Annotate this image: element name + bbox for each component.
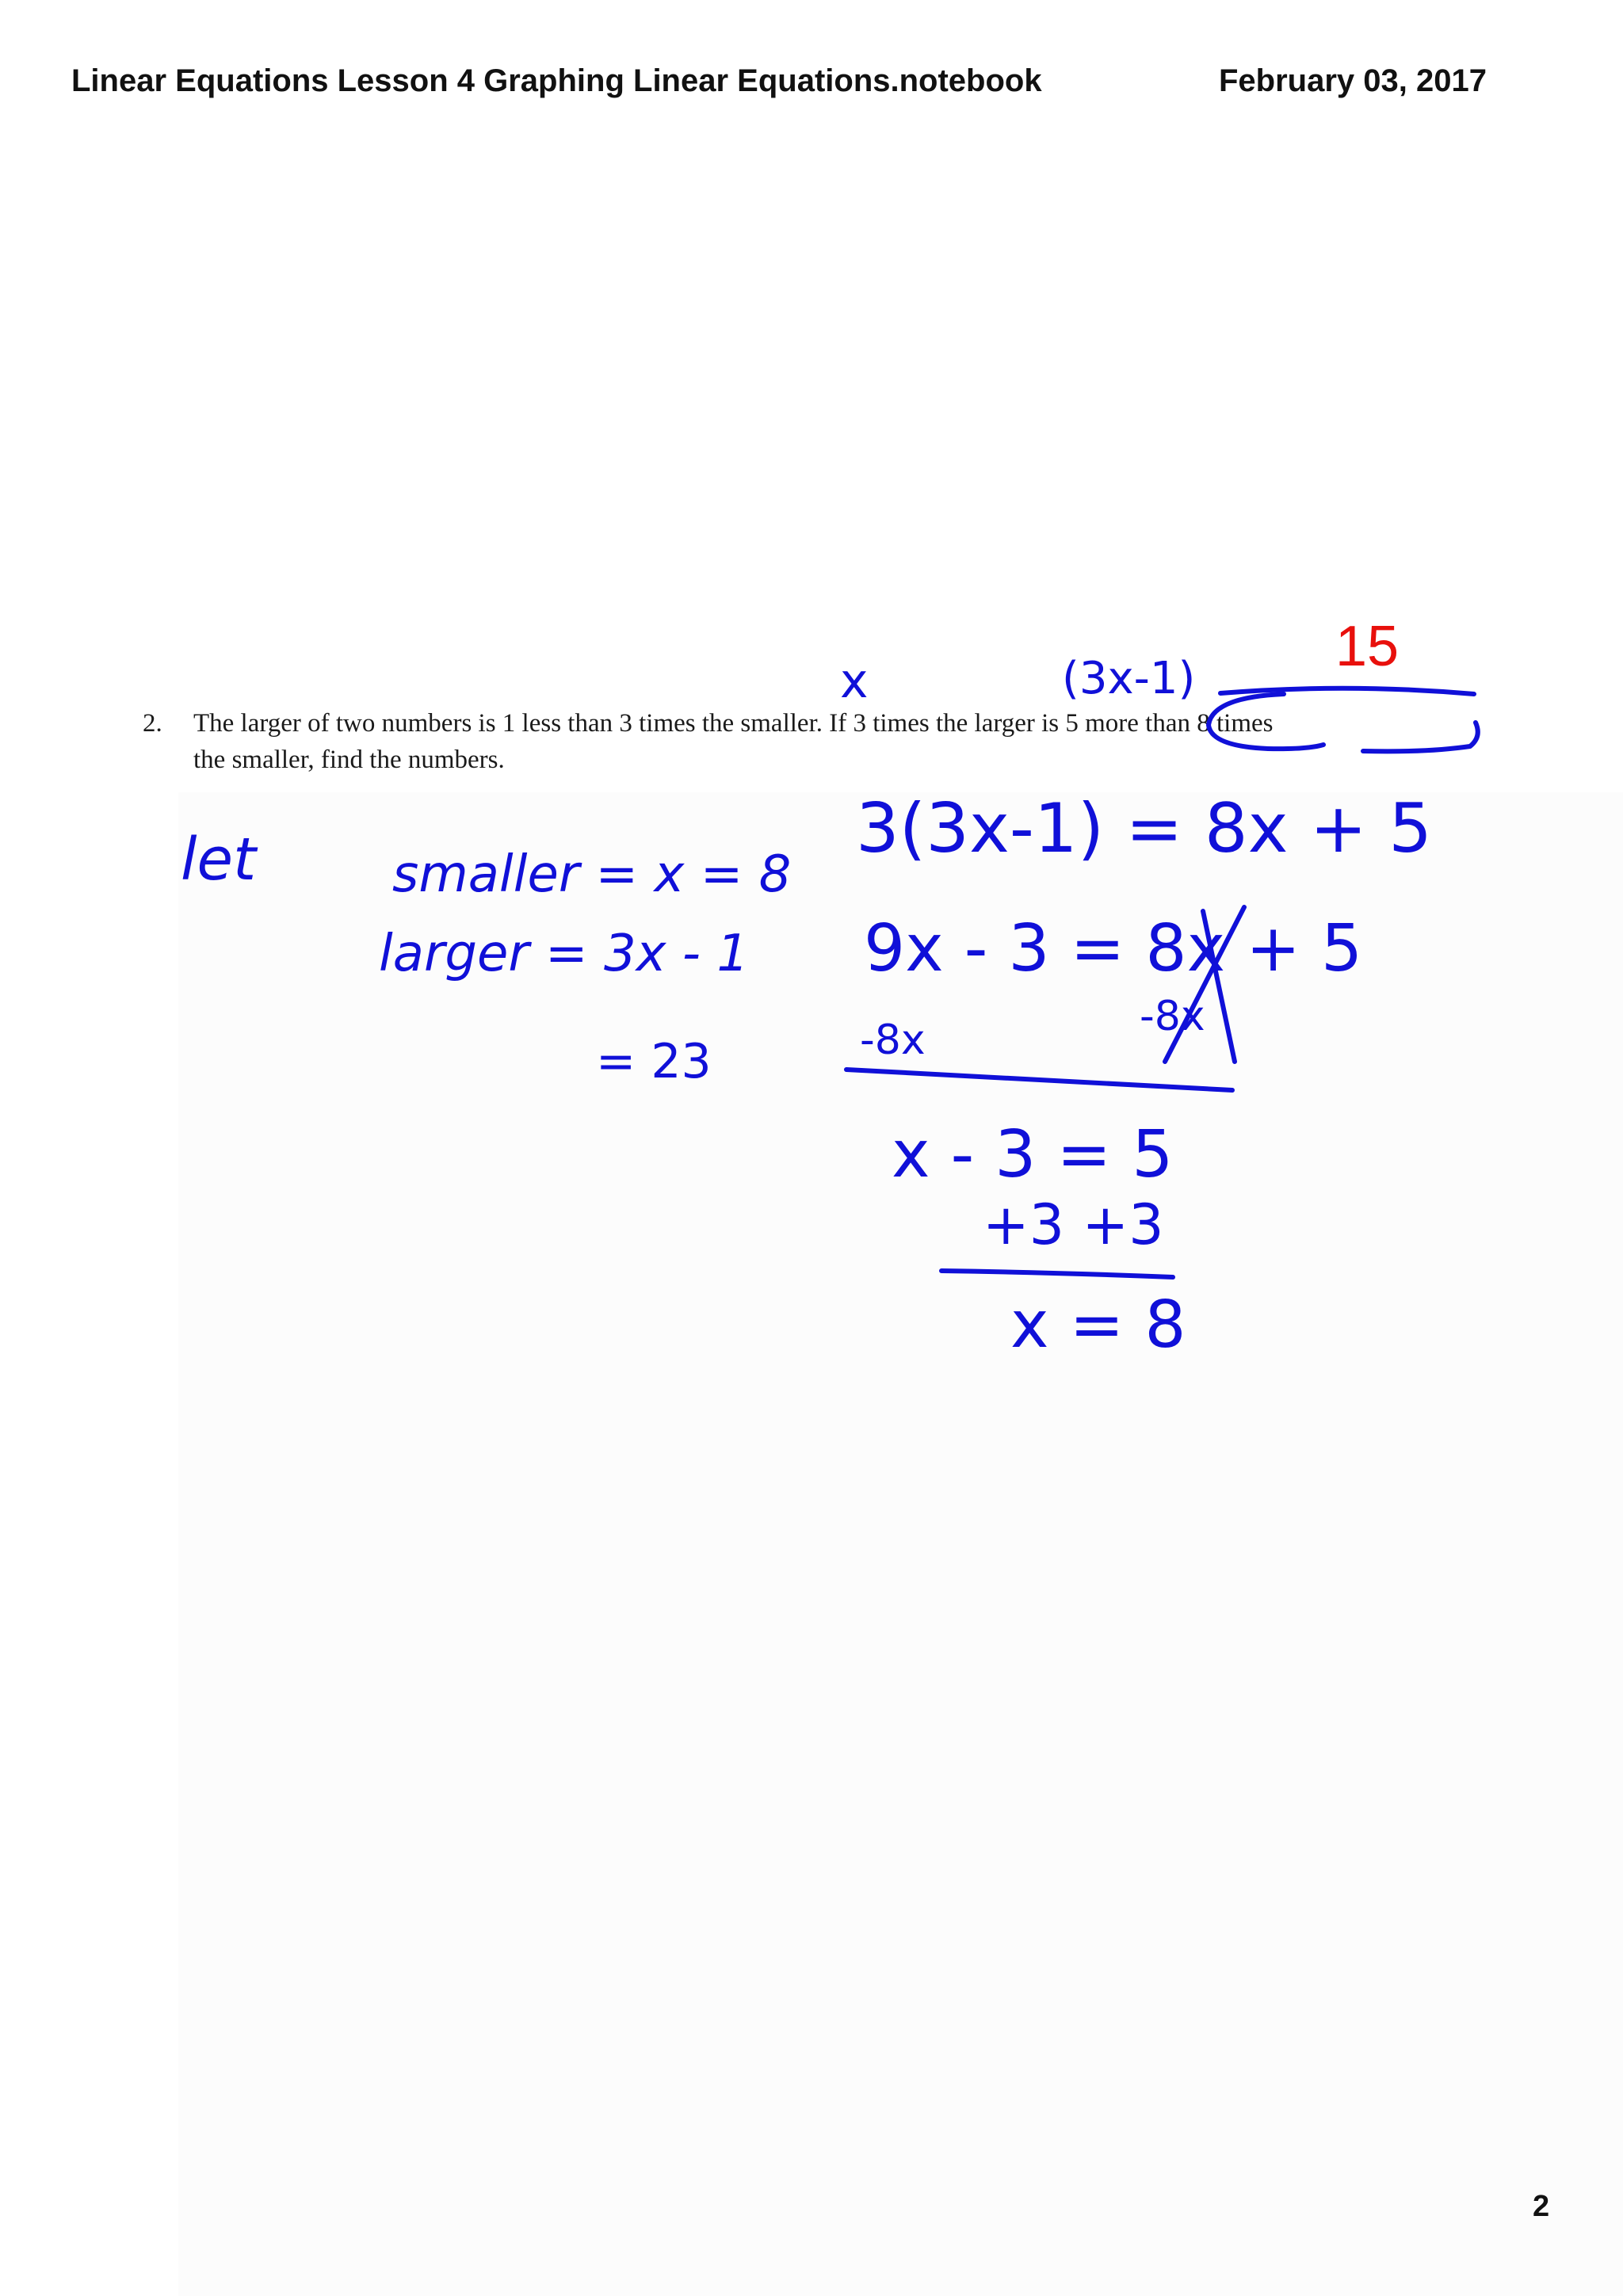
notebook-title: Linear Equations Lesson 4 Graphing Linear Equations.notebook (71, 63, 1042, 98)
division-line-2 (941, 1271, 1173, 1277)
subtract-right: -8x (1140, 993, 1205, 1040)
smaller-definition: smaller = x = 8 (392, 845, 792, 904)
add-step: +3 +3 (983, 1192, 1164, 1257)
equation-3: x - 3 = 5 (892, 1117, 1174, 1192)
division-line-1 (846, 1070, 1232, 1090)
label-let: let (181, 826, 257, 894)
subtract-left: -8x (860, 1016, 926, 1064)
equation-1: 3(3x-1) = 8x + 5 (856, 789, 1432, 868)
page-number: 2 (1533, 2190, 1550, 2223)
label-larger-expression: (3x-1) (1062, 653, 1196, 704)
problem-number: 2. (143, 709, 162, 738)
overline-stroke (1220, 688, 1474, 694)
result: x = 8 (1010, 1287, 1186, 1363)
larger-definition: larger = 3x - 1 (379, 925, 750, 983)
circle-arc-stroke (1209, 694, 1323, 749)
equation-2: 9x - 3 = 8x + 5 (864, 911, 1363, 986)
page-date: February 03, 2017 (1219, 63, 1487, 98)
larger-value: = 23 (596, 1034, 712, 1089)
label-x: x (840, 654, 869, 709)
problem-text-line-2: the smaller, find the numbers. (193, 746, 505, 774)
red-annotation: 15 (1335, 615, 1400, 678)
problem-text-line-1: The larger of two numbers is 1 less than 3 times the smaller. If 3 times the larger is 5 more than 8 times (193, 709, 1274, 738)
underline-stroke (1363, 723, 1478, 751)
